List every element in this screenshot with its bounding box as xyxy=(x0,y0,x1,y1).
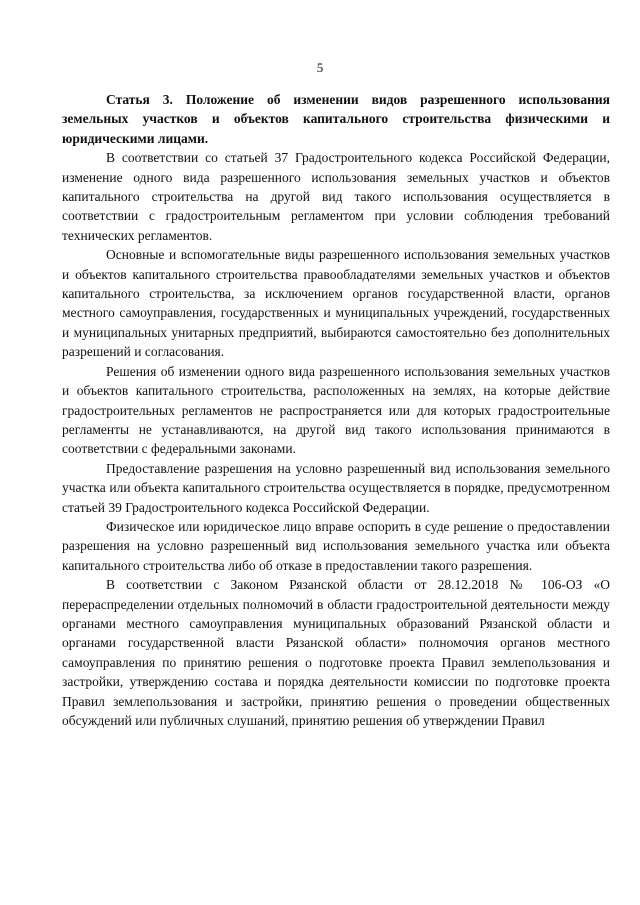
document-body xyxy=(62,90,610,730)
paragraph-2: Основные и вспомогательные виды разрешенного использования земельных участков и объектов капитального строительства правообладателями земельных участков и объектов капитального строительства, за исключением органов государственной власти, органов местного самоуправления, государственных и муниципальных учреждений, государственных и муниципальных унитарных предприятий, выбираются самостоятельно без дополнительных разрешений и согласования. xyxy=(62,247,610,360)
paragraph-6: В соответствии с Законом Рязанской области от 28.12.2018 № 106-ОЗ «О перераспределении отдельных полномочий в области градостроительной деятельности между органами местного самоуправления муниципальных образований Рязанской области и органами государственной власти Рязанской области» полномочия органов местного самоуправления по принятию решения о подготовке проекта Правил землепользования и застройки, утверждению состава и порядка деятельности комиссии по подготовке проекта Правил землепользования и застройки, принятию решения о проведении общественных обсуждений или публичных слушаний, принятию решения об утверждении Правил xyxy=(62,577,610,728)
page-number: 5 xyxy=(316,60,324,75)
paragraph-5: Физическое или юридическое лицо вправе оспорить в суде решение о предоставлении разрешения на условно разрешенный вид использования земельного участка или объекта капитального строительства либо об отказе в предоставлении такого разрешения. xyxy=(62,518,610,573)
article-heading: Статья 3. Положение об изменении видов разрешенного использования земельных участков и объектов капитального строительства физическими и юридическими лицами. xyxy=(62,92,610,146)
paragraph-4: Предоставление разрешения на условно разрешенный вид использования земельного участка или объекта капитального строительства осуществляется в порядке, предусмотренном статьей 39 Градостроительного кодекса Российской Федерации. xyxy=(62,460,610,515)
paragraph-1: В соответствии со статьей 37 Градостроительного кодекса Российской Федерации, изменение одного вида разрешенного использования земельных участков и объектов капитального строительства на другой вид такого использования осуществляется в соответствии с градостроительным регламентом при условии соблюдения требований технических регламентов. xyxy=(62,150,610,243)
paragraph-3: Решения об изменении одного вида разрешенного использования земельных участков и объектов капитального строительства, расположенных на землях, на которые действие градостроительных регламентов не распространяется или для которых градостроительные регламенты не устанавливаются, на другой вид такого использования принимаются в соответствии с федеральными законами. xyxy=(62,363,610,457)
